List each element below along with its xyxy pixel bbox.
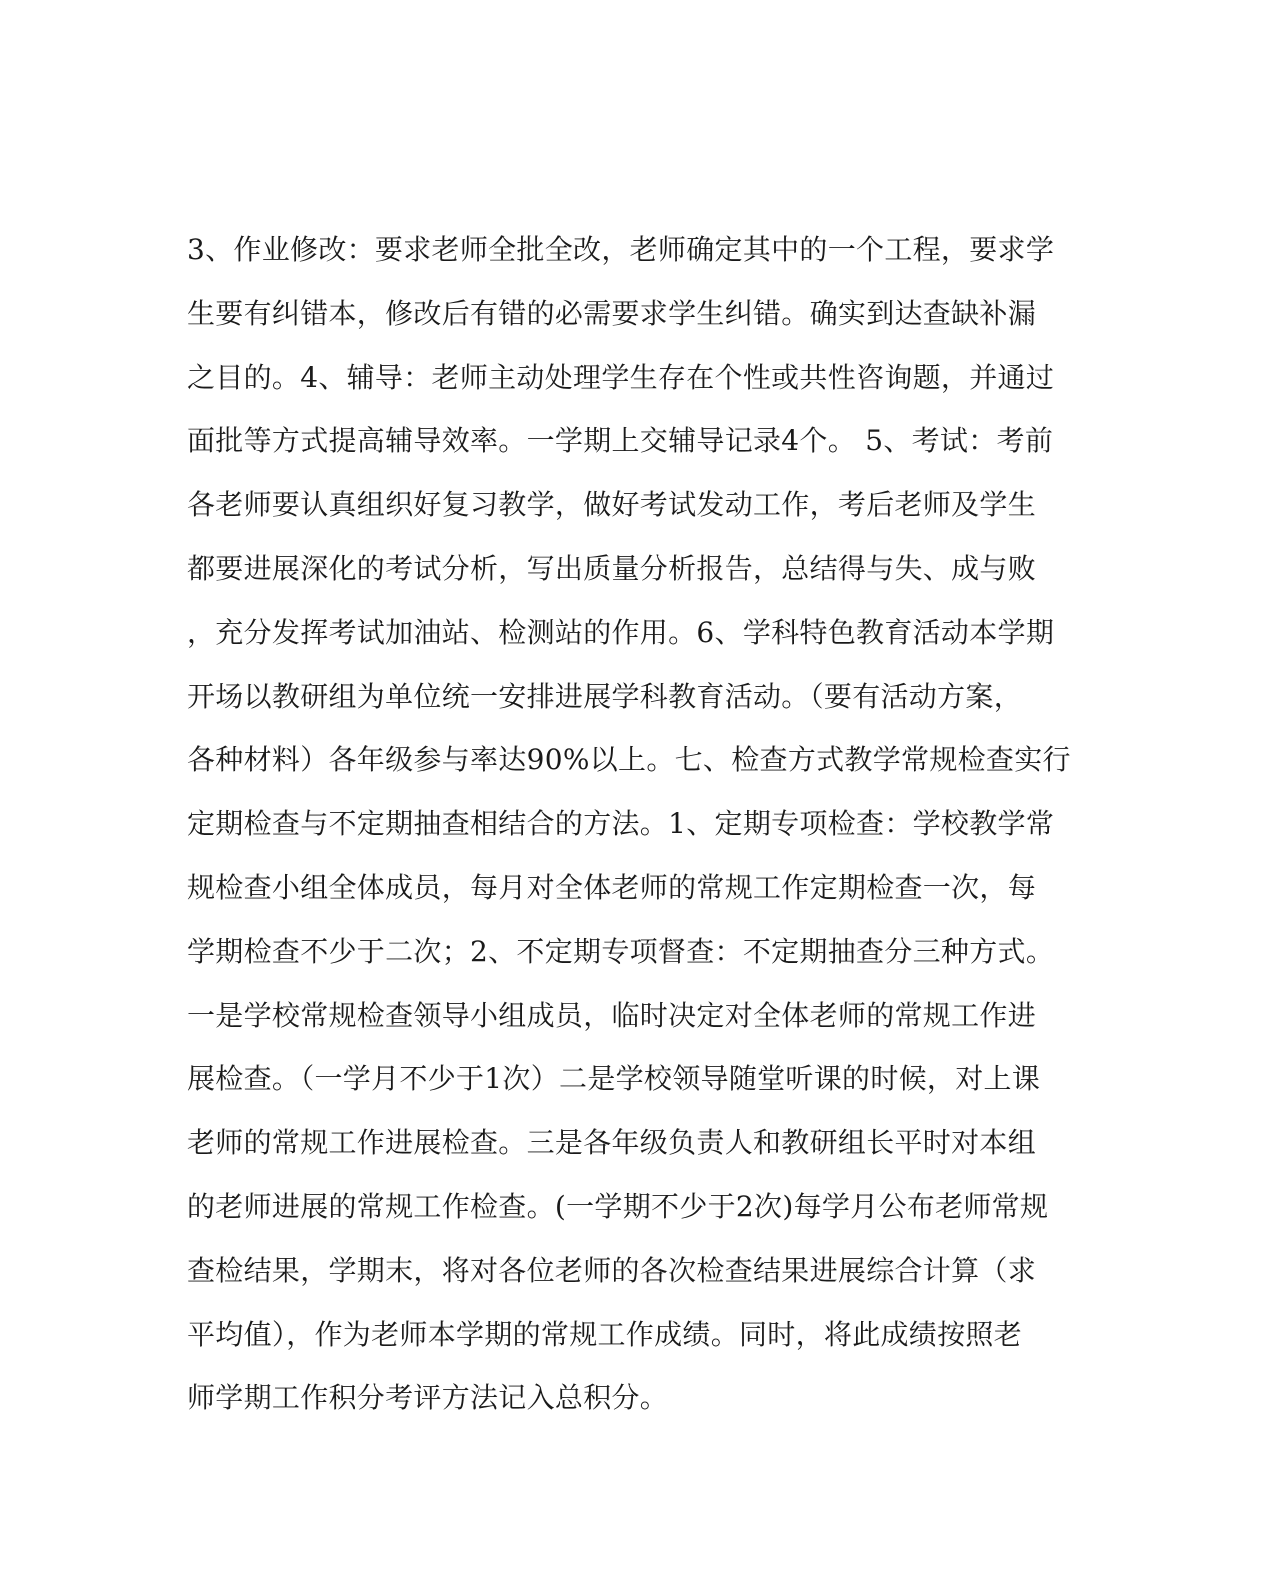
text-line: 查检结果，学期末，将对各位老师的各次检查结果进展综合计算（求	[187, 1253, 1037, 1287]
text-line: ，充分发挥考试加油站、检测站的作用。6、学科特色教育活动本学期	[187, 615, 1055, 649]
text-line: 的老师进展的常规工作检查。(一学期不少于2次)每学月公布老师常规	[187, 1189, 1049, 1223]
text-line: 规检查小组全体成员，每月对全体老师的常规工作定期检查一次，每	[187, 870, 1037, 904]
text-line: 老师的常规工作进展检查。三是各年级负责人和教研组长平时对本组	[187, 1126, 1037, 1160]
text-line: 开场以教研组为单位统一安排进展学科教育活动。（要有活动方案，	[187, 679, 1023, 713]
text-line: 平均值），作为老师本学期的常规工作成绩。同时，将此成绩按照老	[187, 1317, 1023, 1351]
text-line: 学期检查不少于二次；2、不定期专项督查：不定期抽查分三种方式。	[187, 934, 1055, 968]
text-line: 面批等方式提高辅导效率。一学期上交辅导记录4个。 5、考试：考前	[187, 424, 1054, 458]
text-line: 展检查。（一学月不少于1次）二是学校领导随堂听课的时候，对上课	[187, 1062, 1041, 1096]
text-line: 3、作业修改：要求老师全批全改，老师确定其中的一个工程，要求学	[187, 233, 1055, 266]
text-line: 师学期工作积分考评方法记入总积分。	[187, 1381, 669, 1415]
text-line: 各老师要认真组织好复习教学，做好考试发动工作，考后老师及学生	[187, 488, 1037, 522]
body-text	[187, 218, 1071, 1430]
text-line: 之目的。4、辅导：老师主动处理学生存在个性或共性咨询题，并通过	[187, 360, 1055, 394]
text-line: 定期检查与不定期抽查相结合的方法。1、定期专项检查：学校教学常	[187, 807, 1055, 841]
text-line: 各种材料）各年级参与率达90%以上。七、检查方式教学常规检查实行	[187, 743, 1071, 777]
text-line: 都要进展深化的考试分析，写出质量分析报告，总结得与失、成与败	[187, 551, 1037, 585]
text-line: 生要有纠错本，修改后有错的必需要求学生纠错。确实到达查缺补漏	[187, 296, 1037, 330]
text-line: 一是学校常规检查领导小组成员，临时决定对全体老师的常规工作进	[187, 998, 1037, 1032]
